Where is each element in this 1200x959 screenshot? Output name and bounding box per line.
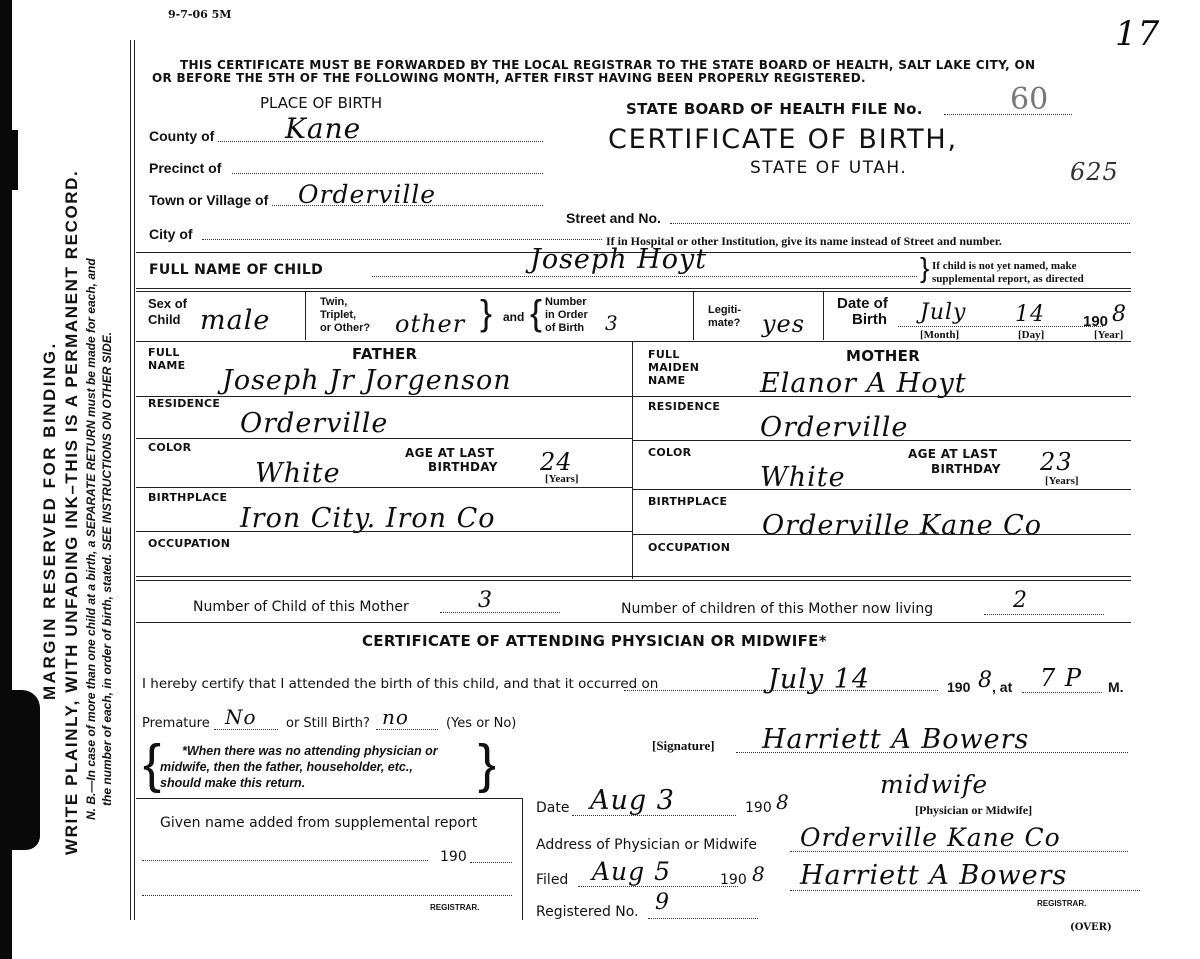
stillbirth-label: or Still Birth?	[286, 716, 370, 731]
registrar-signature: Harriett A Bowers	[800, 860, 1068, 891]
order-value: 3	[605, 311, 619, 335]
rule-child	[136, 288, 1131, 289]
dob-label-2: Birth	[852, 311, 887, 328]
filed-line	[578, 886, 738, 887]
child-name-note-2: supplemental report, as directed	[932, 273, 1084, 285]
signature-value: Harriett A Bowers	[762, 724, 1030, 755]
father-full-label: FULL	[148, 346, 180, 359]
mother-name-value: Elanor A Hoyt	[760, 368, 967, 399]
father-residence-value: Orderville	[240, 408, 389, 439]
margin-binding-text: MARGIN RESERVED FOR BINDING.	[40, 341, 59, 700]
father-birthplace-label: BIRTHPLACE	[148, 491, 228, 504]
filed-label: Filed	[536, 872, 569, 888]
mother-birthplace-label: BIRTHPLACE	[648, 495, 728, 508]
mother-occupation-label: OCCUPATION	[648, 541, 731, 554]
certificate-subtitle: STATE OF UTAH.	[750, 158, 908, 178]
legit-divider	[823, 292, 824, 340]
supplemental-year-prefix: 190	[440, 849, 467, 865]
mother-name-label: NAME	[648, 374, 686, 387]
role-caption: [Physician or Midwife]	[915, 803, 1033, 817]
order-label-2: in Order	[545, 309, 588, 321]
rule-child-b	[136, 291, 1131, 292]
filed-year-value: 8	[752, 862, 766, 886]
dob-month: July	[920, 300, 967, 325]
child-name-value: Joseph Hoyt	[530, 244, 708, 275]
rule-supplemental-top	[136, 798, 522, 799]
note-brace-right: }	[478, 734, 497, 794]
mother-age-value: 23	[1040, 448, 1073, 476]
over-label: (OVER)	[1070, 922, 1112, 933]
premature-line	[214, 729, 278, 730]
registrar-caption: REGISTRAR.	[1037, 899, 1087, 908]
mother-age-label-2: BIRTHDAY	[931, 462, 1001, 476]
father-age-label-1: AGE AT LAST	[405, 446, 495, 460]
note-line-3: should make this return.	[160, 776, 306, 790]
city-line	[202, 239, 602, 240]
supplemental-heading: Given name added from supplemental report	[160, 815, 478, 831]
mother-full-label: FULL	[648, 348, 680, 361]
filed-year-prefix: 190	[720, 872, 747, 888]
dob-day: 14	[1015, 302, 1045, 327]
father-years-caption: [Years]	[545, 473, 579, 485]
stillbirth-line	[376, 729, 438, 730]
scan-edge-tear	[0, 130, 18, 190]
father-residence-label: RESIDENCE	[148, 397, 221, 410]
twin-value: other	[395, 310, 466, 338]
county-label: County of	[149, 128, 215, 144]
county-value: Kane	[285, 112, 362, 145]
father-name-label: NAME	[148, 359, 186, 372]
sex-label-2: Child	[148, 312, 181, 327]
city-label: City of	[149, 226, 193, 242]
father-occupation-label: OCCUPATION	[148, 537, 231, 550]
order-brace: {	[530, 292, 543, 333]
dob-year-value: 8	[1112, 302, 1127, 327]
legit-value: yes	[762, 310, 806, 338]
filed-value: Aug 5	[592, 857, 672, 886]
mother-color-label: COLOR	[648, 446, 692, 459]
certificate-title: CERTIFICATE OF BIRTH,	[608, 124, 958, 155]
father-color-value: White	[255, 458, 341, 489]
dob-year-caption: [Year]	[1094, 329, 1124, 341]
mother-birthplace-value: Orderville Kane Co	[762, 510, 1043, 541]
supplemental-year-line	[470, 862, 512, 863]
legit-label-1: Legiti-	[708, 304, 741, 316]
at-label: , at	[992, 679, 1013, 695]
parents-divider	[632, 341, 633, 579]
father-birthplace-rule	[136, 531, 632, 532]
address-value: Orderville Kane Co	[800, 823, 1061, 852]
father-residence-rule	[136, 438, 632, 439]
mother-maiden-label: MAIDEN	[648, 361, 700, 374]
rule-parents-bottom-b	[136, 580, 1131, 581]
date-label: Date	[536, 800, 570, 816]
father-color-rule	[136, 487, 632, 488]
mother-years-caption: [Years]	[1045, 475, 1079, 487]
supplemental-line-1	[142, 860, 428, 861]
file-no-value: 60	[1010, 82, 1049, 117]
corner-mark: 17	[1115, 14, 1161, 54]
mother-heading: MOTHER	[846, 347, 921, 365]
signature-label: [Signature]	[652, 738, 715, 753]
date-year-value: 8	[776, 790, 790, 814]
children-living-value: 2	[1013, 588, 1028, 613]
town-value: Orderville	[298, 180, 437, 209]
rule-parents-bottom	[136, 576, 1131, 577]
note-brace-left: {	[143, 734, 162, 794]
mother-residence-rule	[632, 440, 1131, 441]
print-code: 9-7-06 5M	[168, 8, 232, 21]
dob-year-prefix: 190	[1083, 313, 1109, 330]
mother-color-rule	[632, 489, 1131, 490]
note-line-2: midwife, then the father, householder, etc.,	[160, 760, 413, 774]
precinct-line	[232, 173, 543, 174]
precinct-label: Precinct of	[149, 160, 222, 176]
order-label-1: Number	[545, 296, 587, 308]
premature-value: No	[225, 705, 257, 729]
supplemental-registrar: REGISTRAR.	[430, 903, 480, 912]
mother-age-label-1: AGE AT LAST	[908, 447, 998, 461]
mother-residence-label: RESIDENCE	[648, 400, 721, 413]
registered-line	[648, 918, 758, 919]
yes-or-no: (Yes or No)	[446, 716, 517, 731]
twin-brace: }	[480, 292, 493, 333]
dob-month-caption: [Month]	[920, 329, 960, 341]
child-name-note-1: If child is not yet named, make	[932, 260, 1077, 272]
stillbirth-value: no	[382, 705, 409, 729]
town-label: Town or Village of	[149, 192, 269, 208]
county-line	[218, 141, 543, 142]
children-living-label: Number of children of this Mother now living	[621, 601, 934, 617]
rule-parents-top	[136, 341, 1131, 342]
children-living-line	[984, 614, 1104, 615]
registered-label: Registered No.	[536, 904, 639, 920]
twin-label-1: Twin,	[320, 296, 348, 308]
file-no-line	[944, 114, 1072, 115]
form-left-border-inner	[134, 40, 135, 920]
role-value: midwife	[880, 770, 989, 799]
header-line-2: OR BEFORE THE 5TH OF THE FOLLOWING MONTH, AFTER FIRST HAVING BEEN PROPERLY REGISTERED.	[152, 71, 866, 85]
order-divider	[693, 292, 694, 340]
father-age-label-2: BIRTHDAY	[428, 460, 498, 474]
father-heading: FATHER	[352, 345, 418, 363]
time-line	[1022, 692, 1102, 693]
father-birthplace-value: Iron City. Iron Co	[240, 503, 496, 534]
child-name-line	[372, 276, 917, 277]
and-label: and	[503, 310, 525, 324]
physician-heading: CERTIFICATE OF ATTENDING PHYSICIAN OR MIDWIFE*	[362, 632, 827, 650]
place-of-birth-heading: PLACE OF BIRTH	[260, 94, 383, 112]
header-line-1: THIS CERTIFICATE MUST BE FORWARDED BY THE LOCAL REGISTRAR TO THE STATE BOARD OF HEALTH, SALT LAKE CITY, ON	[180, 58, 1036, 72]
street-note: If in Hospital or other Institution, give its name instead of Street and number.	[606, 234, 1002, 248]
child-number-label: Number of Child of this Mother	[193, 599, 409, 615]
form-left-border	[130, 40, 131, 920]
mother-birthplace-rule	[632, 534, 1131, 535]
nb-note-line1: N. B.—In case of more than one child at a birth, a SEPARATE RETURN must be made for each, and	[84, 258, 98, 820]
certify-text: I hereby certify that I attended the birth of this child, and that it occurred on	[142, 676, 659, 692]
dob-day-caption: [Day]	[1018, 329, 1045, 341]
mother-residence-value: Orderville	[760, 412, 909, 443]
occurred-year-value: 8	[978, 668, 993, 693]
rule-physician-top	[136, 622, 1131, 623]
premature-label: Premature	[142, 716, 210, 731]
file-no-label: STATE BOARD OF HEALTH FILE No.	[626, 100, 923, 118]
date-value: Aug 3	[590, 785, 675, 816]
street-label: Street and No.	[566, 210, 661, 226]
father-name-value: Joseph Jr Jorgenson	[222, 365, 512, 396]
dob-line	[898, 326, 1103, 327]
child-number-line	[440, 612, 560, 613]
mother-name-rule	[632, 396, 1131, 397]
sex-value: male	[200, 305, 271, 336]
father-color-label: COLOR	[148, 441, 192, 454]
mother-color-value: White	[760, 462, 846, 493]
sex-label-1: Sex of	[148, 296, 188, 311]
date-year-prefix: 190	[745, 800, 772, 816]
sex-divider	[305, 292, 306, 340]
note-line-1: *When there was no attending physician or	[182, 744, 438, 758]
registered-value: 9	[655, 890, 670, 915]
time-value: 7 P	[1040, 664, 1083, 692]
address-label: Address of Physician or Midwife	[536, 837, 757, 853]
dob-label-1: Date of	[837, 295, 888, 312]
occurred-date: July 14	[768, 664, 871, 695]
twin-label-3: or Other?	[320, 322, 371, 334]
street-line	[670, 223, 1130, 224]
m-label: M.	[1108, 679, 1124, 695]
side-number: 625	[1070, 158, 1119, 186]
order-label-3: of Birth	[545, 322, 585, 334]
father-age-value: 24	[540, 448, 573, 476]
twin-label-2: Triplet,	[320, 309, 357, 321]
child-name-brace: }	[920, 252, 930, 283]
supplemental-divider	[522, 798, 523, 920]
scan-edge-tear-lower	[0, 690, 40, 850]
nb-note-line2: the number of each, in order of birth, stated. SEE INSTRUCTIONS ON OTHER SIDE.	[100, 331, 114, 806]
child-name-label: FULL NAME OF CHILD	[149, 262, 324, 278]
occurred-year-prefix: 190	[947, 679, 971, 695]
legit-label-2: mate?	[708, 317, 741, 329]
child-number-value: 3	[478, 588, 493, 613]
supplemental-line-2	[142, 895, 512, 896]
margin-write-text: WRITE PLAINLY, WITH UNFADING INK–THIS IS A PERMANENT RECORD.	[62, 169, 81, 855]
